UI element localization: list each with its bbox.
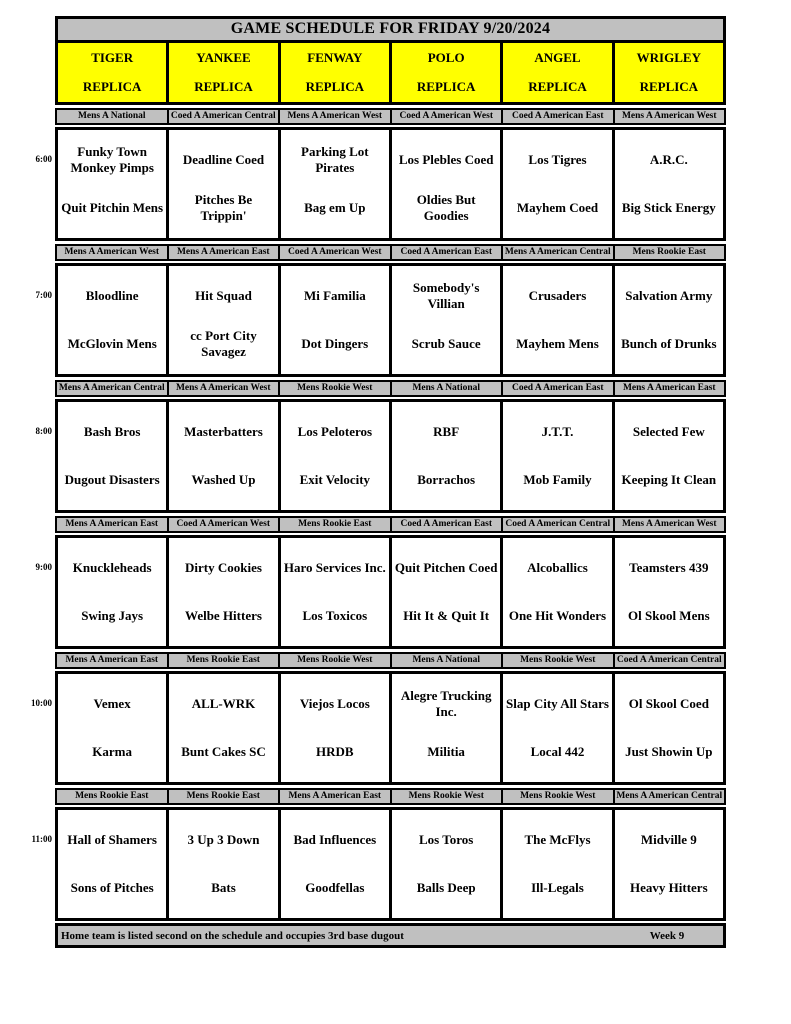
team-name: Funky Town Monkey Pimps bbox=[70, 144, 154, 175]
game-cell bbox=[169, 674, 277, 782]
league-label: Coed A American East bbox=[503, 382, 613, 395]
week-label: Week 9 bbox=[649, 929, 685, 942]
team-name: cc Port City Savagez bbox=[190, 328, 257, 359]
team-name: A.R.C. bbox=[649, 152, 688, 168]
league-label: Coed A American Central bbox=[615, 654, 725, 667]
time-label: 6:00 bbox=[35, 154, 52, 164]
game-cell bbox=[615, 266, 723, 374]
team-name: Militia bbox=[427, 744, 465, 760]
home-team-note: Home team is listed second on the schedule and occupies 3rd base dugout bbox=[61, 929, 404, 942]
game-cell bbox=[281, 266, 389, 374]
team-name: Vemex bbox=[93, 696, 131, 712]
game-cell bbox=[58, 130, 166, 238]
league-label: Mens Rookie East bbox=[615, 246, 725, 259]
game-cell bbox=[392, 130, 500, 238]
game-row-700 bbox=[35, 263, 726, 377]
team-name: Swing Jays bbox=[81, 608, 144, 624]
game-cell bbox=[615, 674, 723, 782]
league-label: Mens A American East bbox=[169, 246, 279, 259]
team-name: Bunch of Drunks bbox=[621, 336, 717, 352]
team-name: One Hit Wonders bbox=[508, 608, 607, 624]
game-cell bbox=[169, 130, 277, 238]
team-name: Teamsters 439 bbox=[629, 560, 709, 576]
league-label: Mens A American East bbox=[615, 382, 725, 395]
team-name: Somebody's Villian bbox=[412, 280, 480, 311]
game-cell bbox=[615, 810, 723, 918]
team-name: Alcoballics bbox=[527, 560, 588, 576]
team-name: Haro Services Inc. bbox=[283, 560, 386, 576]
team-name: Los Plebles Coed bbox=[398, 152, 494, 168]
league-label: Coed A American East bbox=[392, 518, 502, 531]
time-label: 9:00 bbox=[35, 562, 52, 572]
team-name: Dugout Disasters bbox=[64, 472, 160, 488]
league-row-900 bbox=[55, 516, 726, 533]
team-name: Bad Influences bbox=[293, 832, 377, 848]
team-name: Crusaders bbox=[528, 288, 587, 304]
game-cell bbox=[503, 402, 611, 510]
league-label: Coed A American West bbox=[392, 110, 502, 123]
game-cell bbox=[281, 402, 389, 510]
team-name: Mayhem Coed bbox=[516, 200, 599, 216]
team-name: Midville 9 bbox=[640, 832, 697, 848]
league-label: Mens A National bbox=[57, 110, 167, 123]
team-name: RBF bbox=[433, 424, 460, 440]
venue-header-wrigley bbox=[615, 43, 723, 102]
team-name: Bag em Up bbox=[304, 200, 366, 216]
league-label: Mens A American West bbox=[615, 110, 725, 123]
team-name: Masterbatters bbox=[184, 424, 263, 440]
team-name: Bash Bros bbox=[83, 424, 141, 440]
league-label: Mens A National bbox=[392, 654, 502, 667]
league-label: Mens Rookie West bbox=[280, 382, 390, 395]
league-label: Coed A American Central bbox=[169, 110, 279, 123]
league-label: Mens Rookie West bbox=[280, 654, 390, 667]
schedule-title: GAME SCHEDULE FOR FRIDAY 9/20/2024 bbox=[58, 19, 723, 40]
team-name: Knuckleheads bbox=[72, 560, 152, 576]
league-label: Mens A American West bbox=[615, 518, 725, 531]
team-name: Bunt Cakes SC bbox=[181, 744, 266, 760]
team-name: Heavy Hitters bbox=[630, 880, 708, 896]
venue-header-tiger bbox=[58, 43, 166, 102]
league-label: Mens A National bbox=[392, 382, 502, 395]
league-label: Mens Rookie East bbox=[57, 790, 167, 803]
venue-name: TIGER bbox=[91, 50, 134, 65]
time-label: 8:00 bbox=[35, 426, 52, 436]
league-label: Mens Rookie West bbox=[392, 790, 502, 803]
team-name: Salvation Army bbox=[625, 288, 713, 304]
team-name: Deadline Coed bbox=[182, 152, 265, 168]
venue-subtitle: REPLICA bbox=[82, 79, 142, 94]
game-cell bbox=[169, 538, 277, 646]
team-name: Parking Lot Pirates bbox=[301, 144, 369, 175]
game-cell bbox=[58, 674, 166, 782]
team-name: 3 Up 3 Down bbox=[187, 832, 260, 848]
game-row-1000 bbox=[31, 671, 726, 785]
team-name: Viejos Locos bbox=[299, 696, 370, 712]
team-name: Los Toxicos bbox=[302, 608, 368, 624]
venue-header-polo bbox=[392, 43, 500, 102]
game-cell bbox=[503, 810, 611, 918]
game-cell bbox=[392, 266, 500, 374]
venue-subtitle: REPLICA bbox=[416, 79, 476, 94]
team-name: Hit Squad bbox=[195, 288, 252, 304]
league-row-800 bbox=[55, 380, 726, 397]
league-row-1100 bbox=[55, 788, 726, 805]
team-name: Just Showin Up bbox=[625, 744, 713, 760]
game-cell bbox=[503, 266, 611, 374]
venue-name: FENWAY bbox=[307, 50, 363, 65]
venue-subtitle: REPLICA bbox=[639, 79, 699, 94]
team-name: Ill-Legals bbox=[531, 880, 584, 896]
league-label: Mens A American East bbox=[57, 654, 167, 667]
game-cell bbox=[615, 130, 723, 238]
time-label: 7:00 bbox=[35, 290, 52, 300]
team-name: Bats bbox=[211, 880, 236, 896]
venue-name: ANGEL bbox=[534, 50, 581, 65]
team-name: ALL-WRK bbox=[191, 696, 256, 712]
schedule-table bbox=[31, 16, 726, 948]
game-row-600 bbox=[35, 127, 726, 241]
team-name: Oldies But Goodies bbox=[416, 192, 476, 223]
league-label: Mens Rookie East bbox=[169, 790, 279, 803]
game-cell bbox=[503, 538, 611, 646]
game-cell bbox=[281, 810, 389, 918]
game-cell bbox=[169, 266, 277, 374]
team-name: Sons of Pitches bbox=[70, 880, 154, 896]
team-name: Local 442 bbox=[530, 744, 585, 760]
time-label: 11:00 bbox=[31, 834, 52, 844]
league-row-700 bbox=[55, 244, 726, 261]
team-name: Dot Dingers bbox=[301, 336, 369, 352]
team-name: Hit It & Quit It bbox=[403, 608, 490, 624]
game-row-800 bbox=[35, 399, 726, 513]
game-cell bbox=[281, 538, 389, 646]
venue-header-yankee bbox=[169, 43, 277, 102]
game-cell bbox=[615, 402, 723, 510]
team-name: Goodfellas bbox=[305, 880, 365, 896]
game-row-1100 bbox=[31, 807, 726, 921]
league-label: Coed A American West bbox=[169, 518, 279, 531]
league-label: Mens Rookie West bbox=[503, 654, 613, 667]
team-name: Ol Skool Mens bbox=[628, 608, 710, 624]
league-label: Mens Rookie West bbox=[503, 790, 613, 803]
team-name: Quit Pitchin Mens bbox=[61, 200, 164, 216]
team-name: Hall of Shamers bbox=[67, 832, 157, 848]
team-name: Slap City All Stars bbox=[506, 696, 609, 712]
team-name: Bloodline bbox=[85, 288, 139, 304]
team-name: Los Tigres bbox=[528, 152, 587, 168]
game-row-900 bbox=[35, 535, 726, 649]
league-label: Mens A American Central bbox=[58, 383, 165, 393]
game-cell bbox=[58, 266, 166, 374]
league-label: Mens A American Central bbox=[616, 791, 723, 801]
team-name: Selected Few bbox=[632, 424, 705, 440]
league-label: Coed A American Central bbox=[503, 518, 613, 531]
league-label: Mens Rookie East bbox=[280, 518, 390, 531]
game-cell bbox=[58, 402, 166, 510]
game-cell bbox=[281, 130, 389, 238]
venue-subtitle: REPLICA bbox=[194, 79, 253, 94]
team-name: Alegre Trucking Inc. bbox=[400, 688, 492, 719]
game-cell bbox=[392, 810, 500, 918]
game-cell bbox=[392, 674, 500, 782]
team-name: Mayhem Mens bbox=[516, 336, 599, 352]
team-name: Pitches Be Trippin' bbox=[194, 192, 253, 223]
team-name: McGlovin Mens bbox=[67, 336, 157, 352]
venue-subtitle: REPLICA bbox=[305, 79, 365, 94]
venue-header-row bbox=[55, 40, 726, 105]
league-row-600 bbox=[55, 108, 726, 125]
team-name: Exit Velocity bbox=[299, 472, 371, 488]
title-row bbox=[55, 16, 726, 43]
game-cell bbox=[392, 402, 500, 510]
team-name: Los Peloteros bbox=[297, 424, 373, 440]
team-name: Keeping It Clean bbox=[621, 472, 717, 488]
league-label: Mens A American West bbox=[169, 382, 279, 395]
game-cell bbox=[58, 538, 166, 646]
league-label: Mens A American East bbox=[280, 790, 390, 803]
venue-name: YANKEE bbox=[196, 50, 251, 65]
league-label: Coed A American East bbox=[503, 110, 613, 123]
team-name: Balls Deep bbox=[416, 880, 476, 896]
team-name: Mob Family bbox=[523, 472, 592, 488]
time-label: 10:00 bbox=[31, 698, 52, 708]
game-cell bbox=[58, 810, 166, 918]
game-cell bbox=[615, 538, 723, 646]
game-cell bbox=[503, 674, 611, 782]
team-name: Welbe Hitters bbox=[185, 608, 262, 624]
league-label: Mens A American Central bbox=[504, 247, 611, 257]
team-name: Karma bbox=[92, 744, 133, 760]
game-cell bbox=[169, 810, 277, 918]
league-label: Coed A American West bbox=[280, 246, 390, 259]
league-label: Coed A American East bbox=[392, 246, 502, 259]
venue-name: WRIGLEY bbox=[636, 50, 701, 65]
venue-header-angel bbox=[503, 43, 611, 102]
league-row-1000 bbox=[55, 652, 726, 669]
venue-name: POLO bbox=[427, 50, 465, 65]
venue-subtitle: REPLICA bbox=[528, 79, 587, 94]
team-name: Ol Skool Coed bbox=[628, 696, 709, 712]
team-name: Washed Up bbox=[191, 472, 256, 488]
league-label: Mens A American West bbox=[280, 110, 390, 123]
team-name: J.T.T. bbox=[541, 424, 574, 440]
team-name: Mi Familia bbox=[303, 288, 366, 304]
game-cell bbox=[281, 674, 389, 782]
game-cell bbox=[503, 130, 611, 238]
league-label: Mens Rookie East bbox=[169, 654, 279, 667]
team-name: Dirty Cookies bbox=[185, 560, 262, 576]
team-name: Los Toros bbox=[419, 832, 474, 848]
footer-row bbox=[55, 923, 726, 948]
game-cell bbox=[169, 402, 277, 510]
team-name: Quit Pitchen Coed bbox=[394, 560, 498, 576]
team-name: The McFlys bbox=[524, 832, 591, 848]
team-name: HRDB bbox=[316, 744, 354, 760]
team-name: Big Stick Energy bbox=[621, 200, 716, 216]
league-label: Mens A American West bbox=[57, 246, 167, 259]
game-cell bbox=[392, 538, 500, 646]
team-name: Borrachos bbox=[417, 472, 476, 488]
team-name: Scrub Sauce bbox=[411, 336, 481, 352]
venue-header-fenway bbox=[281, 43, 389, 102]
league-label: Mens A American East bbox=[57, 518, 167, 531]
